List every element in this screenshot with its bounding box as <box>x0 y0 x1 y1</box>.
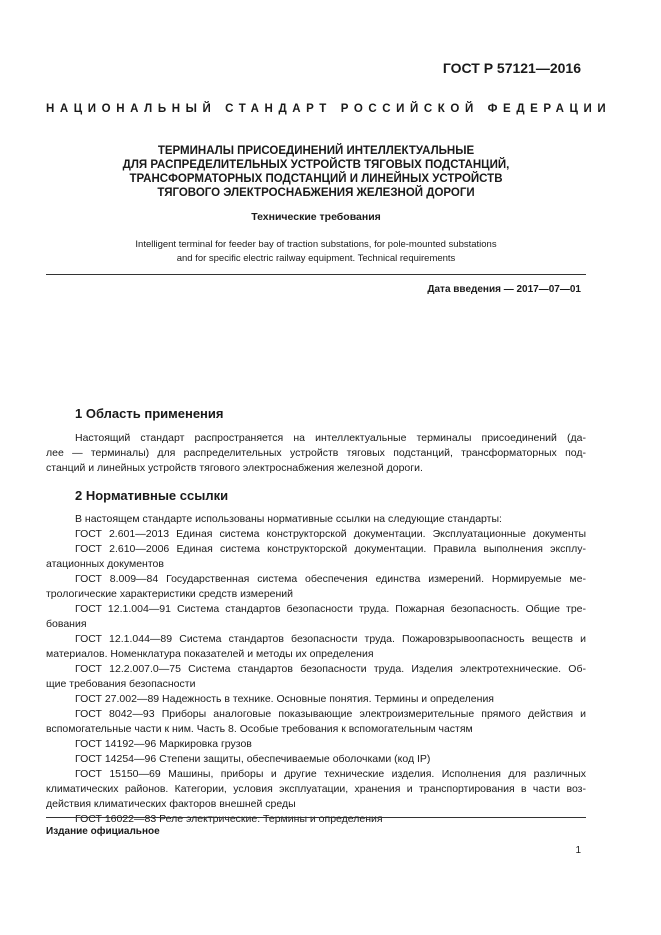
reference-line: ГОСТ 8.009—84 Государственная система обеспечения единства измерений. Нормируемые ме- <box>75 573 586 585</box>
reference-line: ГОСТ 16022—83 Реле электрические. Термины и определения <box>75 813 383 825</box>
reference-line: действия климатических факторов внешней среды <box>46 798 296 810</box>
bottom-divider <box>46 817 586 818</box>
top-divider <box>46 274 586 275</box>
reference-line: климатических районов. Категории, условия эксплуатации, хранения и транспортирования в части воз- <box>46 783 586 795</box>
reference-line: щие требования безопасности <box>46 678 196 690</box>
document-title <box>46 144 586 200</box>
title-line: ТЯГОВОГО ЭЛЕКТРОСНАБЖЕНИЯ ЖЕЛЕЗНОЙ ДОРОГИ <box>157 187 475 199</box>
section-1-paragraph <box>46 431 586 476</box>
official-edition-label: Издание официальное <box>46 826 160 837</box>
text-line: лее — терминалы) для распределительных устройств тяговых подстанций, трансформаторных под- <box>46 447 586 459</box>
section-2-references <box>46 512 586 827</box>
english-title <box>46 238 586 266</box>
reference-line: ГОСТ 8042—93 Приборы аналоговые показывающие электроизмерительные прямого действия и <box>75 708 586 720</box>
reference-line: ГОСТ 14192—96 Маркировка грузов <box>75 738 252 750</box>
reference-line: ГОСТ 12.1.004—91 Система стандартов безопасности труда. Пожарная безопасность. Общие тре- <box>75 603 586 615</box>
national-standard-heading: НАЦИОНАЛЬНЫЙ СТАНДАРТ РОССИЙСКОЙ ФЕДЕРАЦИИ <box>46 103 612 115</box>
english-title-line: and for specific electric railway equipment. Technical requirements <box>176 253 456 264</box>
text-line: В настоящем стандарте использованы нормативные ссылки на следующие стандарты: <box>75 513 502 525</box>
reference-line: ГОСТ 2.610—2006 Единая система конструкторской документации. Правила выполнения эксплу- <box>75 543 586 555</box>
text-line: Настоящий стандарт распространяется на интеллектуальные терминалы присоединений (да- <box>75 432 586 444</box>
title-line: ТЕРМИНАЛЫ ПРИСОЕДИНЕНИЙ ИНТЕЛЛЕКТУАЛЬНЫЕ <box>157 145 475 157</box>
reference-line: вспомогательные части к ним. Часть 8. Особые требования к вспомогательным частям <box>46 723 473 735</box>
title-line: ДЛЯ РАСПРЕДЕЛИТЕЛЬНЫХ УСТРОЙСТВ ТЯГОВЫХ ПОДСТАНЦИЙ, <box>122 159 510 171</box>
document-code: ГОСТ Р 57121—2016 <box>442 60 581 76</box>
title-line: ТРАНСФОРМАТОРНЫХ ПОДСТАНЦИЙ И ЛИНЕЙНЫХ УСТРОЙСТВ <box>129 173 503 185</box>
reference-line: ГОСТ 2.601—2013 Единая система конструкторской документации. Эксплуатационные документы <box>75 528 586 540</box>
document-subtitle: Технические требования <box>251 211 381 223</box>
english-title-line: Intelligent terminal for feeder bay of traction substations, for pole-mounted substations <box>135 239 497 250</box>
reference-line: трологические характеристики средств измерений <box>46 588 294 600</box>
section-1-heading: 1 Область применения <box>75 406 224 421</box>
reference-line: бования <box>46 618 87 630</box>
reference-line: ГОСТ 12.2.007.0—75 Система стандартов безопасности труда. Изделия электротехнические. Об- <box>75 663 586 675</box>
reference-line: ГОСТ 12.1.044—89 Система стандартов безопасности труда. Пожаровзрывоопасность веществ и <box>75 633 586 645</box>
reference-line: атационных документов <box>46 558 164 570</box>
reference-line: ГОСТ 27.002—89 Надежность в технике. Основные понятия. Термины и определения <box>75 693 494 705</box>
introduction-date: Дата введения — 2017—07—01 <box>427 284 581 295</box>
reference-line: ГОСТ 14254—96 Степени защиты, обеспечиваемые оболочками (код IP) <box>75 753 431 765</box>
section-2-heading: 2 Нормативные ссылки <box>75 488 229 503</box>
reference-line: ГОСТ 15150—69 Машины, приборы и другие технические изделия. Исполнения для различных <box>75 768 586 780</box>
reference-line: материалов. Номенклатура показателей и методы их определения <box>46 648 374 660</box>
text-line: станций и линейных устройств тягового электроснабжения железной дороги. <box>46 462 423 474</box>
page-number: 1 <box>575 845 581 856</box>
